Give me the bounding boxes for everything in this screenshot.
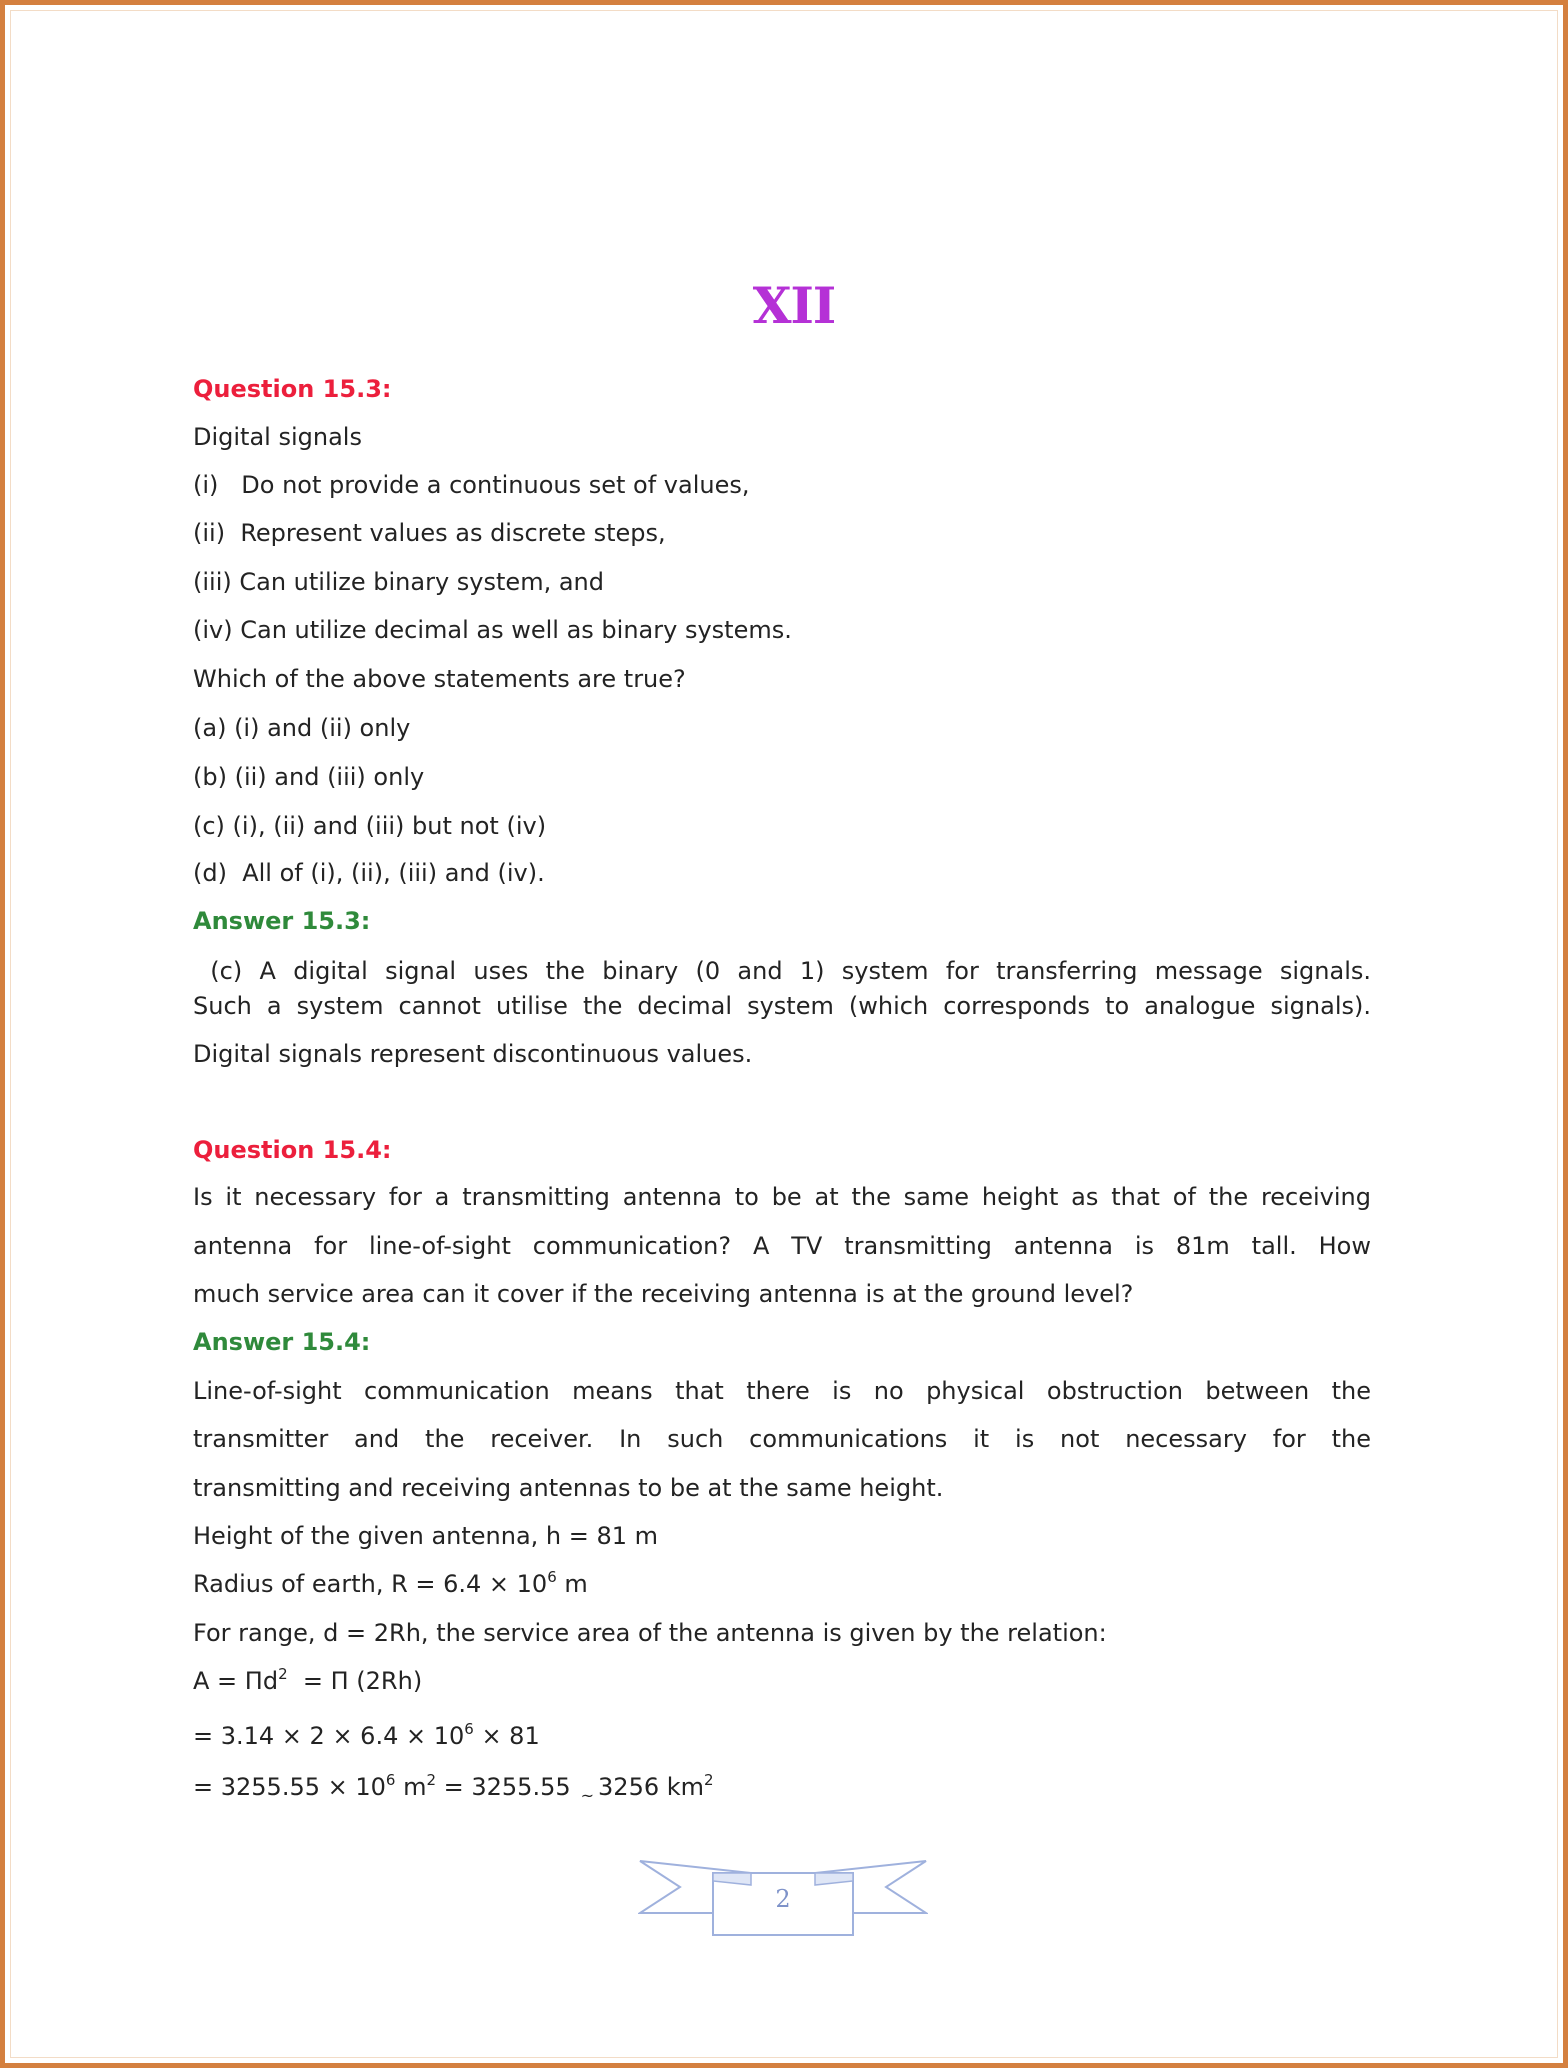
calc-text: = 3.14 × 2 × 6.4 × 10 xyxy=(193,1722,465,1750)
answer-heading: Answer 15.3: xyxy=(193,907,371,935)
page-number: 2 xyxy=(775,1885,791,1913)
answer-text: Digital signals represent discontinuous values. xyxy=(193,1040,753,1068)
exponent: 2 xyxy=(704,1771,714,1789)
question-text: Digital signals xyxy=(193,423,362,451)
statement-ii: (ii) Represent values as discrete steps, xyxy=(193,519,666,547)
approx-symbol: ~ xyxy=(580,1786,595,1805)
answer-text: transmitter and the receiver. In such communications it is not necessary for the xyxy=(193,1425,1371,1453)
exponent: 6 xyxy=(547,1568,557,1586)
class-title: XII xyxy=(0,276,1568,335)
calc-text: = 3255.55 xyxy=(436,1773,571,1801)
question-text: much service area can it cover if the receiving antenna is at the ground level? xyxy=(193,1280,1134,1308)
question-prompt: Which of the above statements are true? xyxy=(193,665,686,693)
given-radius xyxy=(193,1569,1371,1599)
exponent: 6 xyxy=(464,1720,474,1738)
given-height: Height of the given antenna, h = 81 m xyxy=(193,1522,659,1550)
question-text: antenna for line-of-sight communication? A TV transmitting antenna is 81m tall. How xyxy=(193,1232,1371,1260)
exponent: 2 xyxy=(278,1665,288,1683)
calculation-result xyxy=(193,1772,1371,1811)
statement-i: (i) Do not provide a continuous set of values, xyxy=(193,471,750,499)
answer-text: Such a system cannot utilise the decimal system (which corresponds to analogue signals). xyxy=(193,992,1371,1020)
question-heading: Question 15.3: xyxy=(193,375,392,403)
statement-iv: (iv) Can utilize decimal as well as binary systems. xyxy=(193,616,792,644)
final-answer: 3256 km xyxy=(598,1773,705,1801)
exponent: 6 xyxy=(385,1771,396,1789)
calc-text: m xyxy=(395,1773,427,1801)
question-heading: Question 15.4: xyxy=(193,1136,392,1164)
calculation-step-1 xyxy=(193,1721,1371,1751)
option-d: (d) All of (i), (ii), (iii) and (iv). xyxy=(193,859,545,887)
calc-text: = 3255.55 × 10 xyxy=(193,1773,386,1801)
statement-iii: (iii) Can utilize binary system, and xyxy=(193,568,604,596)
answer-text: (c) A digital signal uses the binary (0 and 1) system for transferring message signals. xyxy=(193,957,1371,985)
option-a: (a) (i) and (ii) only xyxy=(193,714,411,742)
formula-text: = Π (2Rh) xyxy=(287,1667,423,1695)
option-c: (c) (i), (ii) and (iii) but not (iv) xyxy=(193,812,547,840)
answer-text: Line-of-sight communication means that there is no physical obstruction between the xyxy=(193,1377,1371,1405)
calc-text: × 81 xyxy=(473,1722,540,1750)
radius-text: Radius of earth, R = 6.4 × 10 xyxy=(193,1570,548,1598)
option-b: (b) (ii) and (iii) only xyxy=(193,763,425,791)
range-relation: For range, d = 2Rh, the service area of the antenna is given by the relation: xyxy=(193,1619,1107,1647)
formula-text: A = Πd xyxy=(193,1667,279,1695)
radius-unit: m xyxy=(556,1570,588,1598)
question-text: Is it necessary for a transmitting antenna to be at the same height as that of the receiving xyxy=(193,1183,1371,1211)
exponent: 2 xyxy=(426,1771,436,1789)
answer-text: transmitting and receiving antennas to be at the same height. xyxy=(193,1474,944,1502)
answer-heading: Answer 15.4: xyxy=(193,1328,371,1356)
area-formula xyxy=(193,1666,1371,1696)
